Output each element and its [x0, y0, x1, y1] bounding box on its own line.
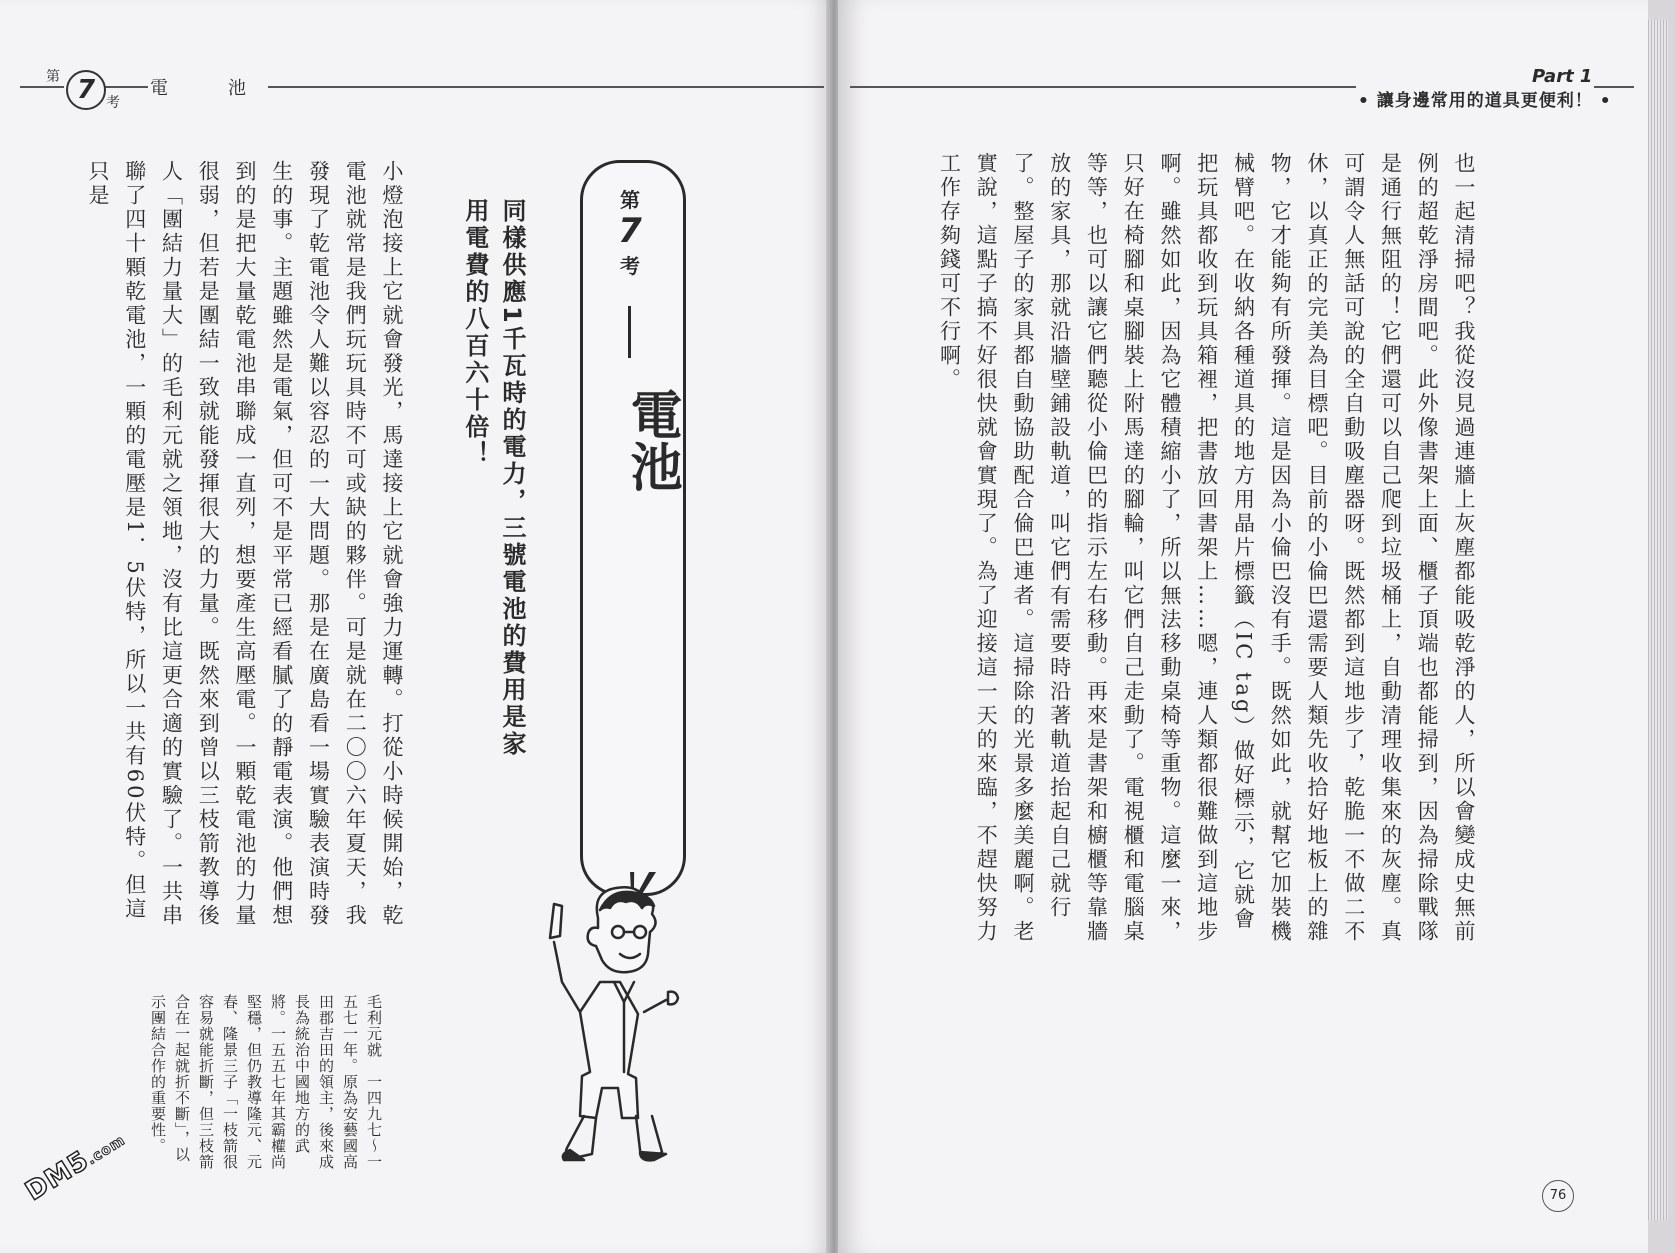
- watermark-main: DM5: [20, 1145, 95, 1207]
- header-chapter-prefix: 第: [46, 69, 60, 85]
- bubble-dash: [628, 306, 631, 358]
- chapter-intro: 同樣供應1千瓦時的電力，三號電池的費用是家用電費的八百六十倍！: [460, 198, 526, 758]
- header-rule-left-b: [104, 86, 148, 88]
- bubble-chapter-label: [580, 184, 680, 279]
- header-chapter-title: 電池: [150, 78, 306, 99]
- header-chapter-number: 7: [66, 70, 106, 110]
- left-body-text: 小燈泡接上它就會發光，馬達接上它就會強力運轉。打從小時候開始，乾電池就常是我們玩玩具時不可或缺的夥伴。可是就在二〇〇六年夏天，我發現了乾電池令人難以容忍的一大問題。那是在廣島看一場實驗表演時發生的事。主題雖然是電氣，但可不是平常已經看膩了的靜電表演。他們想到的是把大量乾電池串聯成一直列，想要產生高壓電。一顆乾電池的力量很弱，但若是團結一致就能發揮很大的力量。既然來到曾以三枝箭教導後人「團結力量大」的毛利元就之領地，沒有比這更合適的實驗了。一共串聯了四十顆乾電池，一顆的電壓是1．5伏特，所以一共有60伏特。但這只是: [86, 160, 404, 928]
- bubble-chapter-prefix: 第: [620, 188, 640, 212]
- page-edges: [1648, 20, 1668, 1220]
- bubble-chapter-number: 7: [618, 211, 642, 251]
- header-chapter-suffix: 考: [106, 95, 120, 111]
- right-body-text: 也一起清掃吧？我從沒見過連牆上灰塵都能吸乾淨的人，所以會變成史無前例的超乾淨房間吧。此外像書架上面、櫃子頂端也都能掃到，因為掃除戰隊是通行無阻的！它們還可以自己爬到垃圾桶上，自動清理收集來的灰塵。真可謂令人無話可說的全自動吸塵器呀。既然都到這地步了，乾脆一不做二不休，以真正的完美為目標吧。目前的小倫巴還需要人類先收拾好地板上的雜物，它才能夠有所發揮。這是因為小倫巴沒有手。既然如此，就幫它加裝機械臂吧。在收納各種道具的地方用晶片標籤（IC tag）做好標示，它就會把玩具都收到玩具箱裡，把書放回書架上……嗯，連人類都很難做到這地步啊。雖然如此，因為它體積縮小了，所以無法移動桌椅等重物。這麼一來，只好在椅腳和桌腳裝上附馬達的腳輪，叫它們自己走動了。電視櫃和電腦桌等等，也可以讓它們聽從小倫巴的指示左右移動。再來是書架和櫥櫃等靠牆放的家具，那就沿牆壁鋪設軌道，叫它們有需要時沿著軌道抬起自己就行了。整屋子的家具都自動協助配合倫巴連者。這掃除的光景多麼美麗啊。老實說，這點子搞不好很快就會實現了。為了迎接這一天的來臨，不趕快努力工作存夠錢可不行啊。: [937, 152, 1476, 944]
- part-label: Part 1: [1532, 66, 1593, 87]
- header-rule-right: [850, 86, 1356, 88]
- header-rule-left-a: [20, 86, 64, 88]
- professor-illustration: [540, 880, 680, 1170]
- footnote-mori-motonari: 毛利元就 一四九七～一五七一年。原為安藝國高田郡吉田的領主，後來成長為統治中國地方的武將。一五五七年其霸權尚堅穩，但仍教導隆元、元春、隆景三子「一枝箭很容易就能折斷，但三枝箭合在一起就折不斷」，以示團結合作的重要性。: [149, 994, 383, 1170]
- chapter-title: 電池: [621, 388, 681, 492]
- watermark-sub: .com: [84, 1132, 129, 1169]
- bubble-chapter-suffix: 考: [620, 254, 640, 279]
- page-number: 76: [1542, 1180, 1574, 1212]
- header-rule-left-c: [268, 86, 824, 88]
- part-subtitle: • 讓身邊常用的道具更便利！ •: [1358, 91, 1612, 111]
